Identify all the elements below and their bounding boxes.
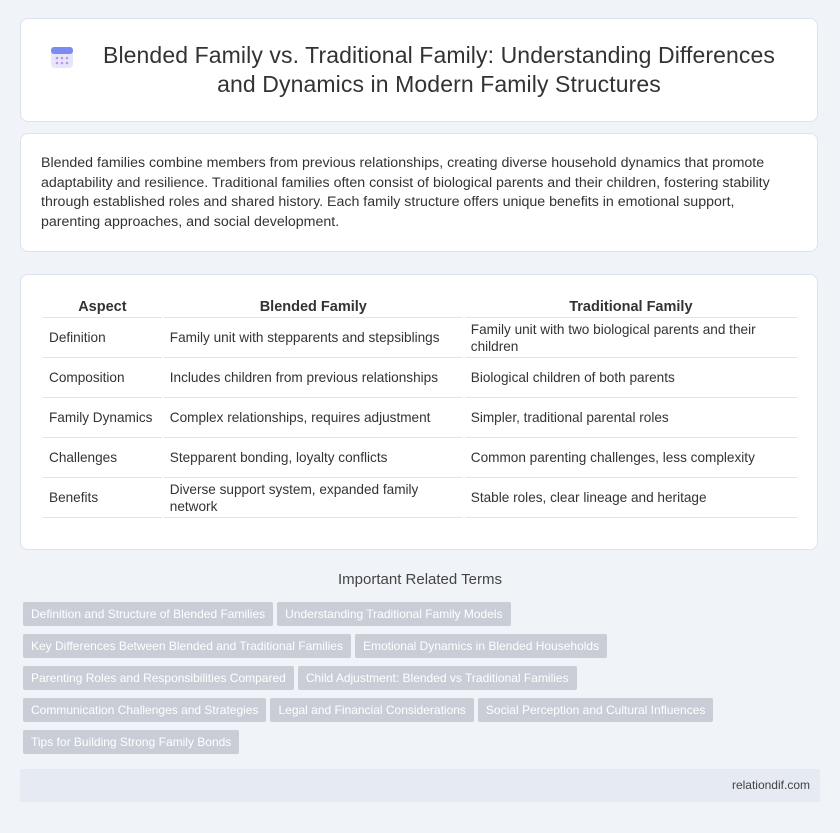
header-aspect: Aspect <box>43 293 162 318</box>
cell-traditional: Family unit with two biological parents and their children <box>465 318 797 358</box>
table-header-row <box>43 293 797 318</box>
header-traditional-family: Traditional Family <box>465 293 797 318</box>
header-blended-family: Blended Family <box>164 293 463 318</box>
related-term-tag[interactable]: Understanding Traditional Family Models <box>277 602 510 626</box>
related-term-tag[interactable]: Key Differences Between Blended and Traditional Families <box>23 634 351 658</box>
table-row <box>43 398 797 438</box>
cell-blended: Family unit with stepparents and stepsiblings <box>164 318 463 358</box>
page-title: Blended Family vs. Traditional Family: Understanding Differences and Dynamics in Modern Family Structures <box>103 42 775 97</box>
comparison-table-card <box>20 274 818 550</box>
cell-blended: Complex relationships, requires adjustment <box>164 398 463 438</box>
related-term-tag[interactable]: Legal and Financial Considerations <box>270 698 473 722</box>
related-terms-title: Important Related Terms <box>338 571 502 588</box>
cell-aspect: Challenges <box>43 438 162 478</box>
table-row <box>43 478 797 518</box>
cell-blended: Includes children from previous relationships <box>164 358 463 398</box>
related-term-tag[interactable]: Parenting Roles and Responsibilities Compared <box>23 666 294 690</box>
cell-traditional: Common parenting challenges, less complexity <box>465 438 797 478</box>
cell-aspect: Definition <box>43 318 162 358</box>
footer-site-link[interactable]: relationdif.com <box>731 778 810 792</box>
calendar-icon <box>49 44 75 70</box>
table-row <box>43 358 797 398</box>
related-terms-list <box>23 602 823 762</box>
related-term-tag[interactable]: Tips for Building Strong Family Bonds <box>23 730 239 754</box>
cell-blended: Stepparent bonding, loyalty conflicts <box>164 438 463 478</box>
related-term-tag[interactable]: Child Adjustment: Blended vs Traditional Families <box>298 666 577 690</box>
title-card <box>20 18 818 122</box>
cell-aspect: Composition <box>43 358 162 398</box>
cell-traditional: Stable roles, clear lineage and heritage <box>465 478 797 518</box>
comparison-table <box>41 293 799 518</box>
intro-paragraph: Blended families combine members from previous relationships, creating diverse household dynamics that promote adaptability and resilience. Traditional families often consist of biological parents and their children, fostering stability through established roles and shared history. Each family structure offers unique benefits in emotional support, parenting approaches, and social development. <box>41 155 770 230</box>
table-row <box>43 318 797 358</box>
cell-aspect: Family Dynamics <box>43 398 162 438</box>
cell-traditional: Biological children of both parents <box>465 358 797 398</box>
related-term-tag[interactable]: Social Perception and Cultural Influences <box>478 698 713 722</box>
related-term-tag[interactable]: Communication Challenges and Strategies <box>23 698 266 722</box>
related-term-tag[interactable]: Definition and Structure of Blended Families <box>23 602 273 626</box>
cell-blended: Diverse support system, expanded family network <box>164 478 463 518</box>
cell-traditional: Simpler, traditional parental roles <box>465 398 797 438</box>
footer <box>20 769 820 802</box>
related-term-tag[interactable]: Emotional Dynamics in Blended Households <box>355 634 607 658</box>
cell-aspect: Benefits <box>43 478 162 518</box>
intro-card <box>20 133 818 252</box>
table-row <box>43 438 797 478</box>
